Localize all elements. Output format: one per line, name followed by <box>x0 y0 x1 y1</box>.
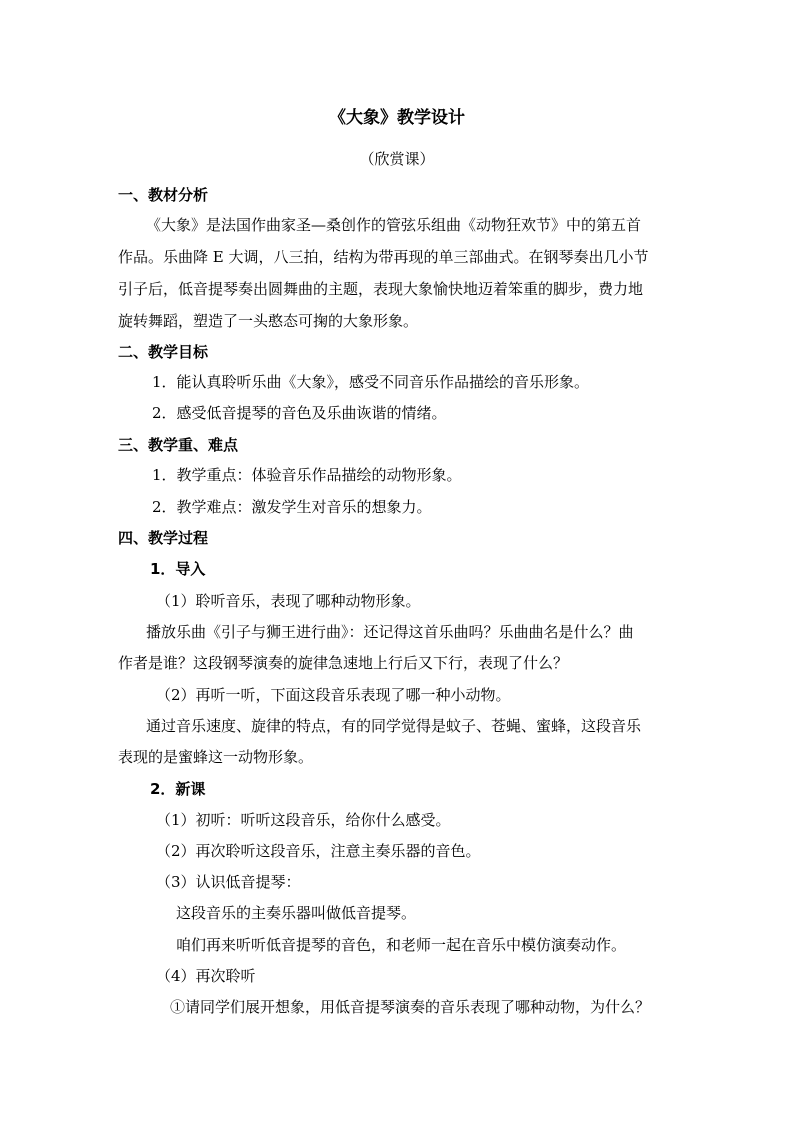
paragraph-line: 旋转舞蹈，塑造了一头憨态可掬的大象形象。 <box>118 312 419 330</box>
list-item: 1．能认真聆听乐曲《大象》，感受不同音乐作品描绘的音乐形象。 <box>152 373 590 391</box>
paragraph-line: 表现的是蜜蜂这一动物形象。 <box>118 748 314 766</box>
question-item: （2）再次聆听这段音乐，注意主奏乐器的音色。 <box>156 842 481 860</box>
question-item: （3）认识低音提琴： <box>156 873 301 891</box>
paragraph-line: 播放乐曲《引子与狮王进行曲》：还记得这首乐曲吗？乐曲曲名是什么？曲 <box>146 623 634 641</box>
paragraph-line: 《大象》是法国作曲家圣—桑创作的管弦乐组曲《动物狂欢节》中的第五首 <box>146 216 642 234</box>
paragraph-line: 作品。乐曲降 E 大调，八三拍，结构为带再现的单三部曲式。在钢琴奏出几小节 <box>118 248 649 266</box>
paragraph-line: 引子后，低音提琴奏出圆舞曲的主题，表现大象愉快地迈着笨重的脚步，费力地 <box>118 280 644 298</box>
question-item: （2）再听一听，下面这段音乐表现了哪一种小动物。 <box>156 686 511 704</box>
paragraph-line: 咱们再来听听低音提琴的音色，和老师一起在音乐中模仿演奏动作。 <box>176 936 627 954</box>
list-item: ①请同学们展开想象，用低音提琴演奏的音乐表现了哪种动物，为什么？ <box>170 998 651 1016</box>
section-heading-objectives: 二、教学目标 <box>118 343 209 361</box>
document-subtitle: （欣赏课） <box>359 150 435 168</box>
question-item: （4）再次聆听 <box>156 967 256 985</box>
list-item: 1．教学重点：体验音乐作品描绘的动物形象。 <box>152 466 462 484</box>
paragraph-line: 作者是谁？这段钢琴演奏的旋律急速地上行后又下行，表现了什么？ <box>118 654 569 672</box>
subsection-heading-intro: 1．导入 <box>150 560 206 578</box>
section-heading-process: 四、教学过程 <box>118 529 209 547</box>
subsection-heading-new-lesson: 2．新课 <box>150 780 206 798</box>
list-item: 2．感受低音提琴的音色及乐曲诙谐的情绪。 <box>152 404 447 422</box>
question-item: （1）聆听音乐，表现了哪种动物形象。 <box>156 592 421 610</box>
list-item: 2．教学难点：激发学生对音乐的想象力。 <box>152 498 432 516</box>
paragraph-line: 这段音乐的主奏乐器叫做低音提琴。 <box>176 904 417 922</box>
document-title: 《大象》教学设计 <box>329 108 465 128</box>
paragraph-line: 通过音乐速度、旋律的特点，有的同学觉得是蚊子、苍蝇、蜜蜂，这段音乐 <box>146 717 642 735</box>
section-heading-key-points: 三、教学重、难点 <box>118 436 239 454</box>
section-heading-analysis: 一、教材分析 <box>118 186 209 204</box>
question-item: （1）初听：听听这段音乐，给你什么感受。 <box>156 811 451 829</box>
